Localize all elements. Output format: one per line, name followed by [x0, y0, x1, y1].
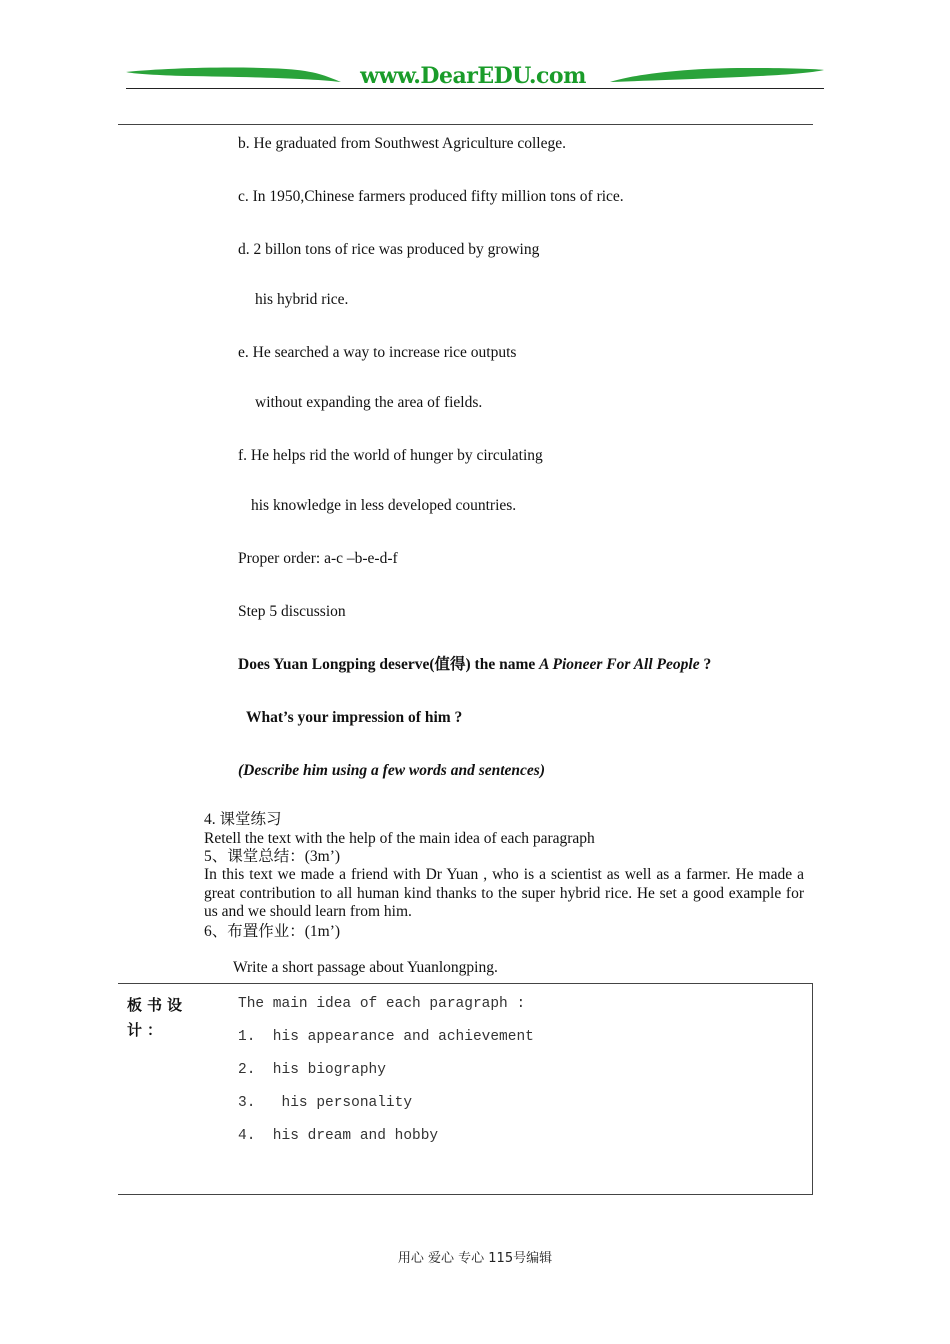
table-border-top — [118, 124, 813, 125]
board-design-label: 板书设计： — [127, 996, 188, 1039]
option-e-line2: without expanding the area of fields. — [255, 394, 483, 411]
option-d-line2: his hybrid rice. — [255, 291, 349, 308]
discussion-question-1 — [238, 656, 711, 674]
discussion-instruction: (Describe him using a few words and sentences) — [238, 762, 545, 779]
section-6-title: 6、布置作业：(1m’) — [204, 923, 341, 940]
section-4-title: 4. 课堂练习 — [204, 811, 282, 828]
board-item: 2. his biography — [238, 1062, 386, 1078]
discussion-question-2: What’s your impression of him ? — [246, 709, 463, 726]
section-5-summary: In this text we made a friend with Dr Yuan , who is a scientist as well as a farmer. He made a great contribution to all human kind thanks to the super hybrid rice. He set a good example for us and we should learn from him. — [204, 866, 804, 921]
question-1-prefix: Does Yuan Longping deserve(值得) the name — [238, 656, 540, 673]
option-c: c. In 1950,Chinese farmers produced fifty million tons of rice. — [238, 188, 624, 205]
header-rule — [126, 88, 824, 89]
board-item: 3. his personality — [238, 1095, 413, 1111]
section-5-title: 5、课堂总结：(3m’) — [204, 848, 341, 865]
option-b: b. He graduated from Southwest Agriculture college. — [238, 135, 566, 152]
site-name: www.DearEDU.com — [360, 63, 586, 89]
option-f-line1: f. He helps rid the world of hunger by circulating — [238, 447, 543, 464]
board-design-table — [118, 983, 813, 1195]
proper-order: Proper order: a-c –b-e-d-f — [238, 550, 398, 567]
board-intro: The main idea of each paragraph : — [238, 996, 526, 1012]
step-5-heading: Step 5 discussion — [238, 603, 346, 620]
board-item: 4. his dream and hobby — [238, 1128, 439, 1144]
board-item: 1. his appearance and achievement — [238, 1029, 534, 1045]
section-4-text: Retell the text with the help of the main idea of each paragraph — [204, 830, 595, 847]
question-1-suffix: ? — [699, 656, 712, 673]
option-e-line1: e. He searched a way to increase rice outputs — [238, 344, 517, 361]
page-footer: 用心 爱心 专心 115号编辑 — [397, 1251, 553, 1266]
option-f-line2: his knowledge in less developed countries. — [251, 497, 517, 514]
section-6-homework: Write a short passage about Yuanlongping. — [233, 959, 498, 976]
option-d-line1: d. 2 billon tons of rice was produced by growing — [238, 241, 540, 258]
question-1-title: A Pioneer For All People — [539, 656, 700, 673]
